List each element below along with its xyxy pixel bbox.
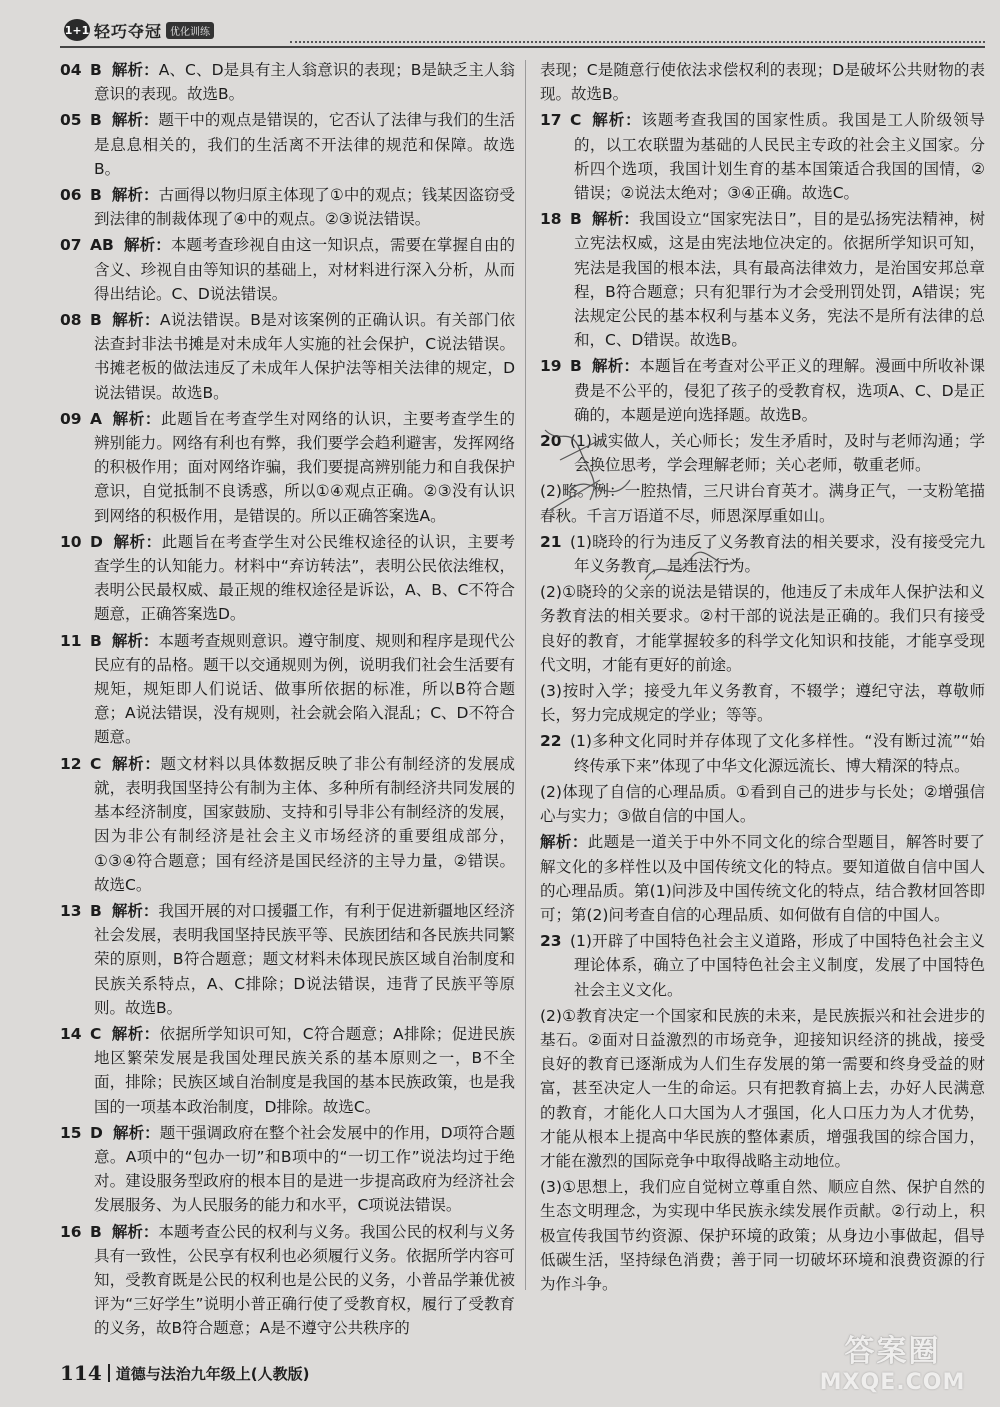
answer-choice: B (90, 311, 102, 330)
analysis-label: 解析： (112, 409, 161, 428)
analysis-label: 解析： (111, 901, 159, 920)
answer-choice: C (570, 111, 582, 130)
question-number: 15 (60, 1123, 82, 1142)
answer-text: (3)按时入学；接受九年义务教育，不辍学；遵纪守法，尊敬师长，努力完成规定的学业；等等。 (540, 682, 985, 725)
answer-text: 古画得以物归原主体现了①中的观点；钱某因盗窃受到法律的制裁体现了④中的观点。②③说法错误。 (94, 186, 515, 229)
answer-item (540, 580, 985, 677)
answer-text: A、C、D是具有主人翁意识的表现；B是缺乏主人翁意识的表现。故选B。 (94, 61, 515, 104)
answer-text: A说法错误。B是对该案例的正确认识。有关部门依法查封非法书摊是对未成年人实施的社会保护，C说法错误。书摊老板的做法违反了未成年人保护法等相关法律的规定，D说法错误。故选B。 (94, 311, 515, 402)
answer-item (540, 830, 985, 927)
answer-item (540, 929, 985, 1002)
answer-text: (1)多种文化同时并存体现了文化多样性。“没有断过流”“始终传承下来”体现了中华文化源远流长、博大精深的特点。 (570, 732, 985, 775)
answer-text: 本题考查珍视自由这一知识点，需要在掌握自由的含义、珍视自由等知识的基础上，对材料进行深入分析，从而得出结论。C、D说法错误。 (94, 236, 515, 303)
answer-item (60, 407, 515, 528)
footer-separator (108, 1364, 110, 1382)
answer-item (60, 752, 515, 897)
answer-text: 本题考查公民的权利与义务。我国公民的权利与义务具有一致性，公民享有权利也必须履行义务。依据所学内容可知，受教育既是公民的权利也是公民的义务，小普品学兼优被评为“三好学生”说明小普正确行使了受教育权，履行了受教育的义务，故B符合题意；A是不遵守公共秩序的 (94, 1222, 515, 1338)
question-number: 14 (60, 1024, 82, 1043)
answer-text: (3)①思想上，我们应自觉树立尊重自然、顺应自然、保护自然的生态文明理念，为实现中华民族永续发展作贡献。②行动上，积极宣传我国节约资源、保护环境的政策；从身边小事做起，倡导低碳生活，坚持绿色消费；善于同一切破坏环境和浪费资源的行为作斗争。 (540, 1178, 985, 1293)
question-number: 19 (540, 357, 562, 376)
answer-item (60, 1220, 515, 1341)
analysis-label: 解析： (111, 186, 159, 205)
answer-item (60, 108, 515, 181)
answer-choice: D (90, 532, 103, 551)
page-number: 114 (60, 1361, 102, 1385)
answer-item (540, 679, 985, 727)
answer-item (60, 899, 515, 1020)
question-number: 11 (60, 631, 82, 650)
answer-text: 此题旨在考查学生对公民维权途径的认识，主要考查学生的认知能力。材料中“弃访转法”，表明公民依法维权，表明公民最权威、最正规的维权途径是诉讼，A、B、C不符合题意，正确答案选D。 (94, 532, 515, 624)
answer-item (60, 308, 515, 405)
answer-text: (1)晓玲的行为违反了义务教育法的相关要求，没有接受完九年义务教育，是违法行为。 (570, 532, 985, 576)
question-number: 23 (540, 932, 562, 951)
analysis-label: 解析： (591, 111, 642, 130)
answer-choice: B (90, 186, 102, 205)
answer-choice: B (90, 111, 102, 130)
answer-item (540, 479, 985, 527)
question-number: 16 (60, 1222, 82, 1241)
analysis-label: 解析： (111, 1222, 159, 1241)
left-column (60, 58, 515, 1343)
analysis-label: 解析： (540, 833, 588, 852)
analysis-label: 解析： (123, 236, 171, 255)
column-divider (525, 60, 526, 1290)
answer-text: 依据所学知识可知，C符合题意；A排除；促进民族地区繁荣发展是我国处理民族关系的基本原则之一，B不全面，排除；民族区域自治制度是我国的基本民族政策，也是我国的一项基本政治制度，D排除。故选C。 (94, 1024, 515, 1116)
question-number: 20 (540, 432, 562, 451)
answer-item (540, 729, 985, 777)
answer-text: (2)①晓玲的父亲的说法是错误的，他违反了未成年人保护法和义务教育法的相关要求。②村干部的说法是正确的。我们只有接受良好的教育，才能掌握较多的科学文化知识和技能，才能享受现代文明，才能有更好的前途。 (540, 583, 985, 674)
answer-item (540, 1004, 985, 1173)
answer-item (60, 183, 515, 231)
logo-text: 轻巧夺冠 (94, 21, 163, 41)
brand-logo (64, 18, 214, 42)
answer-choice: B (90, 61, 102, 79)
logo-badge: 优化训练 (166, 22, 214, 39)
answer-item (540, 58, 985, 106)
analysis-label: 解析： (111, 631, 159, 650)
question-number: 07 (60, 236, 82, 255)
analysis-label: 解析： (591, 357, 640, 376)
answer-text: 此题是一道关于中外不同文化的综合型题目，解答时要了解文化的多样性以及中国传统文化的特点。要知道做自信中国人的心理品质。第(1)问涉及中国传统文化的特点，结合教材回答即可；第(2)问考查自信的心理品质、如何做有自信的中国人。 (540, 833, 985, 924)
question-number: 09 (60, 409, 82, 428)
page-header (60, 14, 985, 48)
answer-text: 我国开展的对口援疆工作，有利于促进新疆地区经济社会发展，表明我国坚持民族平等、民族团结和各民族共同繁荣的原则，B符合题意；题文材料未体现民族区域自治制度和民族关系特点，A、C排除；D说法错误，违背了民族平等原则。故选B。 (94, 901, 515, 1017)
answer-text: 该题考查我国的国家性质。我国是工人阶级领导的，以工农联盟为基础的人民民主专政的社会主义国家。分析四个选项，我国计划生育的基本国策适合我国的国情，②错误；②说法太绝对；③④正确。故选C。 (574, 111, 985, 203)
question-number: 05 (60, 111, 82, 130)
answer-text: (1)开辟了中国特色社会主义道路，形成了中国特色社会主义理论体系，确立了中国特色社会主义制度，发展了中国特色社会主义文化。 (570, 932, 985, 999)
book-title: 道德与法治九年级上(人教版) (115, 1364, 310, 1383)
question-number: 22 (540, 732, 562, 751)
answer-choice: B (570, 210, 582, 229)
answer-item (60, 1121, 515, 1218)
header-rule (290, 41, 985, 43)
answer-text: (2)略。例：一腔热情，三尺讲台育英才。满身正气，一支粉笔描春秋。千言万语道不尽，师恩深厚重如山。 (540, 482, 985, 525)
answer-text: 本题考查规则意识。遵守制度、规则和程序是现代公民应有的品格。题干以交通规则为例，说明我们社会生活要有规矩，规矩即人们说话、做事所依据的标准，所以B符合题意；A说法错误，没有规则，社会就会陷入混乱；C、D不符合题意。 (94, 631, 515, 747)
answer-item (60, 1022, 515, 1119)
answer-item (540, 429, 985, 477)
answer-item (60, 629, 515, 750)
question-number: 06 (60, 186, 82, 205)
question-number: 18 (540, 210, 562, 229)
answer-item (540, 354, 985, 427)
right-column (540, 58, 985, 1298)
logo-mark: 1+1 (64, 19, 90, 41)
analysis-label: 解析： (112, 532, 162, 551)
answer-item (60, 233, 515, 306)
watermark-url: MXQE.COM (819, 1369, 966, 1395)
answer-text: 我国设立“国家宪法日”，目的是弘扬宪法精神，树立宪法权威，这是由宪法地位决定的。依据所学知识可知，宪法是我国的根本法，具有最高法律效力，是治国安邦总章程，B符合题意；只有犯罪行为才会受刑罚处罚，A错误；宪法规定公民的基本权利与基本义务，宪法不是所有法律的总和，C、D错误。故选B。 (574, 210, 985, 350)
answer-item (60, 58, 515, 106)
page-footer (60, 1358, 309, 1388)
answer-choice: C (90, 754, 102, 773)
answer-choice: B (90, 1222, 102, 1241)
question-number: 13 (60, 901, 82, 920)
analysis-label: 解析： (111, 61, 159, 79)
watermark-logo (800, 1320, 985, 1400)
question-number: 17 (540, 111, 562, 130)
answer-item (540, 108, 985, 205)
analysis-label: 解析： (591, 210, 640, 229)
answer-choice: B (90, 901, 102, 920)
answer-item (540, 1175, 985, 1296)
answer-text: 此题旨在考查学生对网络的认识，主要考查学生的辨别能力。网络有利也有弊，我们要学会趋利避害，发挥网络的积极作用；面对网络诈骗，我们要提高辨别能力和自我保护意识，自觉抵制不良诱惑，所以①④观点正确。②③没有认识到网络的积极作用，是错误的。所以正确答案选A。 (94, 409, 515, 525)
analysis-label: 解析： (111, 111, 159, 130)
answer-choice: C (90, 1024, 102, 1043)
analysis-label: 解析： (111, 754, 161, 773)
answer-text: 题干强调政府在整个社会发展中的作用，D项符合题意。A项中的“包办一切”和B项中的“一切工作”说法均过于绝对。建设服务型政府的根本目的是进一步提高政府为经济社会发展服务、为人民服务的能力和水平，C项说法错误。 (94, 1123, 515, 1215)
analysis-label: 解析： (111, 311, 160, 330)
question-number: 08 (60, 311, 82, 330)
question-number: 10 (60, 532, 82, 551)
question-number: 21 (540, 532, 562, 551)
analysis-label: 解析： (112, 1123, 160, 1142)
answer-item (540, 207, 985, 352)
answer-choice: B (570, 357, 582, 376)
answer-text: 表现；C是随意行使依法求偿权利的表现；D是破坏公共财物的表现。故选B。 (540, 61, 985, 104)
answer-choice: D (90, 1123, 103, 1142)
answer-text: (2)①教育决定一个国家和民族的未来，是民族振兴和社会进步的基石。②面对日益激烈的市场竞争，迎接知识经济的挑战，接受良好的教育已逐渐成为人们生存发展的第一需要和终身受益的财富，甚至决定人一生的命运。只有把教育搞上去，办好人民满意的教育，才能化人口大国为人才强国，化人口压力为人才优势，才能从根本上提高中华民族的整体素质，增强我国的综合国力，才能在激烈的国际竞争中取得战略主动地位。 (540, 1006, 985, 1170)
analysis-label: 解析： (111, 1024, 160, 1043)
question-number: 04 (60, 61, 82, 79)
answer-item (540, 780, 985, 828)
question-number: 12 (60, 754, 82, 773)
answer-item (60, 530, 515, 627)
answer-text: 题干中的观点是错误的，它否认了法律与我们的生活是息息相关的，我们的生活离不开法律的规范和保障。故选B。 (94, 111, 515, 178)
answer-text: 本题旨在考查对公平正义的理解。漫画中所收补课费是不公平的，侵犯了孩子的受教育权，选项A、C、D是正确的，本题是逆向选择题。故选B。 (574, 357, 985, 424)
answer-choice: B (90, 631, 102, 650)
watermark-text: 答案圈 (844, 1333, 941, 1369)
answer-choice: A (90, 409, 102, 428)
answer-choice: AB (90, 236, 114, 255)
answer-text: (1)诚实做人，关心师长；发生矛盾时，及时与老师沟通；学会换位思考，学会理解老师；关心老师，敬重老师。 (570, 432, 985, 475)
answer-item (540, 530, 985, 578)
answer-text: (2)体现了自信的心理品质。①看到自己的进步与长处；②增强信心与实力；③做自信的中国人。 (540, 782, 985, 826)
answer-text: 题文材料以具体数据反映了非公有制经济的发展成就，表明我国坚持公有制为主体、多种所有制经济共同发展的基本经济制度，国家鼓励、支持和引导非公有制经济的发展，因为非公有制经济是社会主义市场经济的重要组成部分，①③④符合题意；国有经济是国民经济的主导力量，②错误。故选C。 (94, 754, 515, 894)
